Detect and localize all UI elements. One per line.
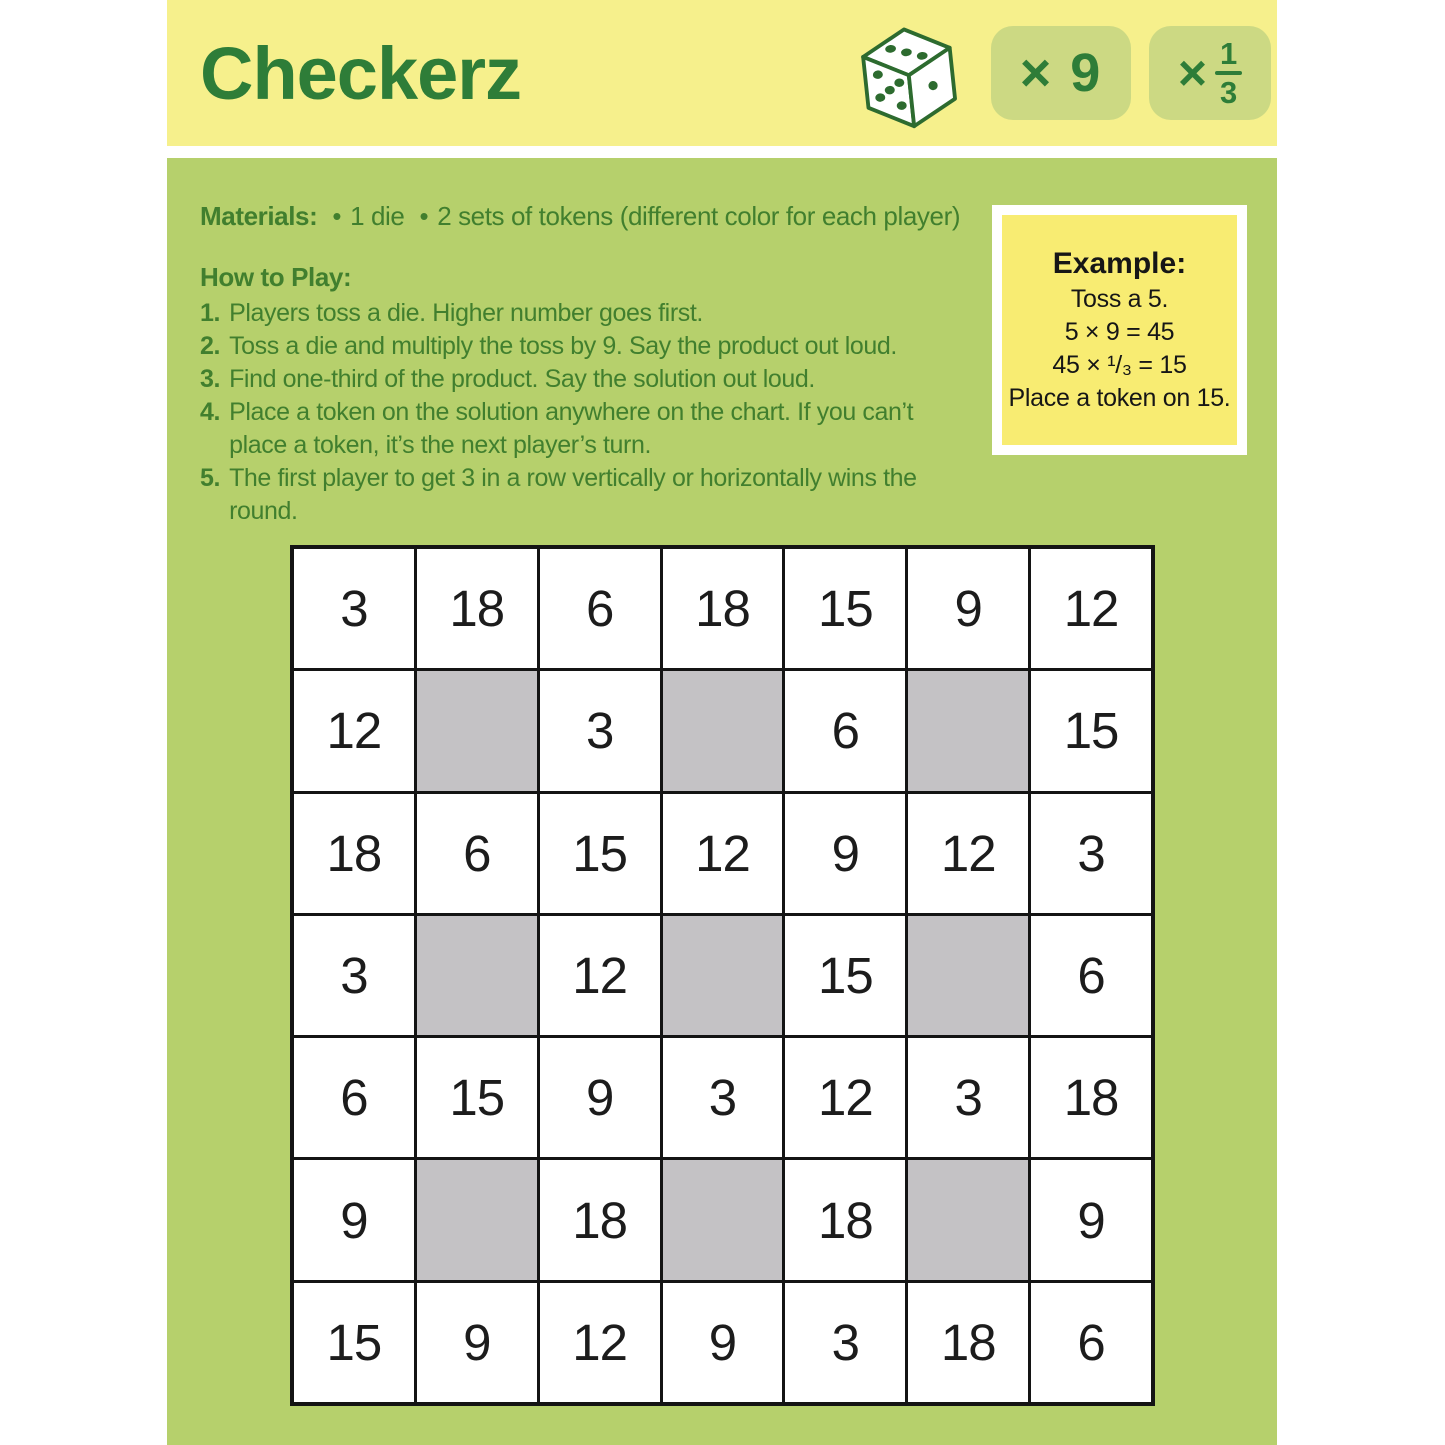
cell-value: 18 (1063, 1069, 1119, 1127)
cell-value: 3 (585, 702, 614, 760)
cell-value: 3 (340, 946, 368, 1004)
example-label: Example: (1052, 247, 1187, 280)
cell-value: 6 (1077, 946, 1105, 1004)
step-text: Place a token on the solution anywhere on the chart. If you can’t place a token, it’s the next player’s turn. (229, 398, 914, 459)
number-grid (290, 545, 1155, 1406)
grid-cell-blocked (908, 916, 1028, 1035)
cell-value: 9 (463, 1313, 491, 1371)
grid-cell (294, 1283, 414, 1402)
cell-value: 15 (1063, 702, 1119, 760)
example-line: Place a token on 15. (1008, 384, 1231, 412)
cell-value: 9 (585, 1069, 614, 1127)
step-text: Players toss a die. Higher number goes first. (229, 299, 703, 327)
grid-cell (294, 916, 414, 1035)
grid-cell (908, 1283, 1028, 1402)
grid-cell (908, 794, 1028, 913)
grid-cell (785, 794, 905, 913)
grid-cell (663, 549, 783, 668)
bullet-icon: • (332, 201, 342, 231)
grid-cell-blocked (417, 671, 537, 790)
cell-value: 18 (326, 824, 382, 882)
cell-value: 6 (340, 1069, 368, 1127)
grid-cell (540, 549, 660, 668)
grid-cell-blocked (908, 1160, 1028, 1279)
grid-cell-blocked (417, 916, 537, 1035)
grid-cell (1031, 1160, 1151, 1279)
times-sign: × (1177, 45, 1208, 101)
header-band (167, 0, 1277, 146)
how-to-play-step (200, 297, 945, 330)
grid-cell (540, 1283, 660, 1402)
grid-cell (294, 549, 414, 668)
grid-cell (908, 1038, 1028, 1157)
materials-label: Materials: (200, 201, 318, 231)
times-one-third-badge (1149, 26, 1271, 120)
grid-cell (1031, 1038, 1151, 1157)
step-number: 2. (200, 332, 221, 360)
grid-cell (785, 1160, 905, 1279)
how-to-play-step (200, 330, 945, 363)
step-number: 1. (200, 299, 221, 327)
page-title: Checkerz (200, 31, 522, 115)
die-icon (833, 2, 980, 143)
header-icon-group (839, 9, 1271, 137)
grid-cell-blocked (663, 916, 783, 1035)
fraction-denominator: 3 (1219, 75, 1238, 110)
grid-cell (663, 794, 783, 913)
bullet-icon: • (419, 201, 429, 231)
how-to-play-step (200, 363, 945, 396)
step-text: Find one-third of the product. Say the solution out loud. (229, 365, 815, 393)
grid-cell (294, 1160, 414, 1279)
cell-value: 9 (1077, 1191, 1105, 1249)
cell-value: 6 (1077, 1313, 1105, 1371)
cell-value: 12 (572, 946, 627, 1004)
step-number: 5. (200, 464, 221, 492)
times-nine-badge (991, 26, 1131, 120)
cell-value: 12 (695, 824, 750, 882)
cell-value: 18 (817, 1191, 873, 1249)
how-to-play-step (200, 396, 945, 462)
cell-value: 18 (449, 580, 505, 638)
step-number: 3. (200, 365, 221, 393)
grid-cell (294, 1038, 414, 1157)
header-divider (167, 146, 1277, 158)
how-to-play-label: How to Play: (200, 262, 352, 292)
cell-value: 18 (940, 1313, 996, 1371)
cell-value: 3 (831, 1313, 860, 1371)
grid-cell (908, 549, 1028, 668)
one-third-fraction (1215, 38, 1242, 108)
cell-value: 15 (449, 1069, 505, 1127)
example-box (992, 205, 1247, 455)
grid-cell-blocked (417, 1160, 537, 1279)
cell-value: 12 (817, 1069, 873, 1127)
how-to-play-step (200, 462, 945, 528)
grid-cell (417, 794, 537, 913)
grid-cell (540, 794, 660, 913)
times-nine-label: × 9 (1019, 43, 1103, 103)
grid-cell (1031, 916, 1151, 1035)
fraction-numerator: 1 (1219, 36, 1238, 71)
grid-cell (540, 1038, 660, 1157)
worksheet-page (167, 0, 1277, 1445)
materials-item: 1 die (350, 201, 405, 231)
cell-value: 15 (572, 824, 627, 882)
grid-cell (417, 1038, 537, 1157)
cell-value: 12 (326, 702, 382, 760)
grid-cell (417, 1283, 537, 1402)
cell-value: 9 (954, 580, 982, 638)
grid-cell (785, 1283, 905, 1402)
grid-cell (417, 549, 537, 668)
step-text: Toss a die and multiply the toss by 9. Say the product out loud. (229, 332, 897, 360)
grid-cell (540, 671, 660, 790)
content-area (167, 158, 1277, 1445)
grid-cell (785, 549, 905, 668)
cell-value: 3 (954, 1069, 982, 1127)
cell-value: 9 (708, 1313, 737, 1371)
cell-value: 6 (463, 824, 491, 882)
cell-value: 9 (340, 1191, 368, 1249)
example-line: Toss a 5. (1070, 285, 1169, 313)
cell-value: 3 (708, 1069, 737, 1127)
cell-value: 15 (817, 946, 873, 1004)
cell-value: 18 (695, 580, 750, 638)
step-number: 4. (200, 398, 221, 426)
cell-value: 12 (572, 1313, 627, 1371)
grid-cell (1031, 794, 1151, 913)
step-text: The first player to get 3 in a row vertically or horizontally wins the round. (229, 464, 917, 525)
cell-value: 3 (340, 580, 368, 638)
example-line: 5 × 9 = 45 (1064, 318, 1175, 346)
grid-cell (540, 1160, 660, 1279)
grid-cell (1031, 671, 1151, 790)
grid-cell-blocked (663, 671, 783, 790)
materials-items (317, 201, 960, 231)
grid-cell (1031, 549, 1151, 668)
grid-cell (785, 671, 905, 790)
grid-cell (1031, 1283, 1151, 1402)
example-line: 45 × ¹/₃ = 15 (1052, 351, 1187, 379)
grid-cell-blocked (663, 1160, 783, 1279)
grid-cell (663, 1283, 783, 1402)
grid-cell-blocked (908, 671, 1028, 790)
cell-value: 6 (831, 702, 860, 760)
grid-cell (785, 1038, 905, 1157)
grid-cell (663, 1038, 783, 1157)
grid-cell (294, 794, 414, 913)
cell-value: 9 (831, 824, 860, 882)
cell-value: 18 (572, 1191, 627, 1249)
grid-cell (785, 916, 905, 1035)
materials-item: 2 sets of tokens (different color for each player) (437, 201, 961, 231)
cell-value: 12 (1063, 580, 1119, 638)
grid-cell (294, 671, 414, 790)
grid-cell (540, 916, 660, 1035)
cell-value: 12 (940, 824, 996, 882)
cell-value: 15 (817, 580, 873, 638)
cell-value: 6 (585, 580, 614, 638)
how-to-play-steps (200, 297, 945, 528)
cell-value: 3 (1077, 824, 1105, 882)
cell-value: 15 (326, 1313, 382, 1371)
